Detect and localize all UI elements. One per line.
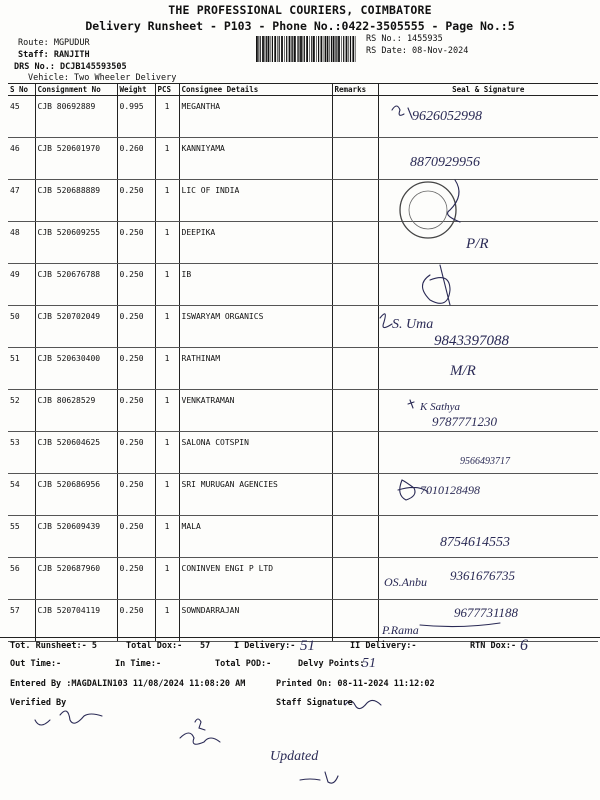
barcode bbox=[256, 36, 356, 62]
hw-mark-51: M/R bbox=[450, 363, 476, 379]
row-remarks bbox=[332, 138, 378, 180]
row-weight: 0.250 bbox=[117, 390, 155, 432]
row-signature bbox=[378, 264, 598, 306]
row-sno: 51 bbox=[8, 348, 35, 390]
table-header-row bbox=[8, 84, 598, 96]
runsheet-table bbox=[8, 83, 598, 642]
row-consignee: DEEPIKA bbox=[179, 222, 332, 264]
row-sno: 49 bbox=[8, 264, 35, 306]
hw-mark-48: P/R bbox=[466, 236, 489, 252]
hw-updated: Updated bbox=[270, 749, 319, 764]
row-consignment: CJB 520702049 bbox=[35, 306, 117, 348]
row-signature bbox=[378, 600, 598, 642]
row-consignee: SALONA COTSPIN bbox=[179, 432, 332, 474]
row-consignee: LIC OF INDIA bbox=[179, 180, 332, 222]
table-row bbox=[8, 558, 598, 600]
row-remarks bbox=[332, 390, 378, 432]
row-remarks bbox=[332, 264, 378, 306]
row-signature bbox=[378, 96, 598, 138]
rs-date: RS Date: 08-Nov-2024 bbox=[366, 46, 469, 56]
row-signature bbox=[378, 558, 598, 600]
in-time-label: In Time:- bbox=[115, 659, 162, 669]
row-signature bbox=[378, 222, 598, 264]
runsheet-title: Delivery Runsheet - P103 - Phone No.:0422-3505555 - Page No.:5 bbox=[85, 19, 515, 33]
row-pcs: 1 bbox=[155, 432, 179, 474]
col-consignee: Consignee Details bbox=[179, 84, 332, 96]
drs-label: DRS No.: DCJB145593505 bbox=[14, 62, 127, 72]
row-weight: 0.250 bbox=[117, 516, 155, 558]
row-weight: 0.250 bbox=[117, 600, 155, 642]
row-remarks bbox=[332, 516, 378, 558]
row-weight: 0.250 bbox=[117, 474, 155, 516]
row-remarks bbox=[332, 600, 378, 642]
row-signature bbox=[378, 348, 598, 390]
row-pcs: 1 bbox=[155, 306, 179, 348]
row-pcs: 1 bbox=[155, 390, 179, 432]
row-weight: 0.250 bbox=[117, 306, 155, 348]
row-pcs: 1 bbox=[155, 222, 179, 264]
row-pcs: 1 bbox=[155, 96, 179, 138]
row-consignee: ISWARYAM ORGANICS bbox=[179, 306, 332, 348]
hw-phone-45: 9626052998 bbox=[412, 109, 482, 124]
col-remarks: Remarks bbox=[332, 84, 378, 96]
total-dox-value: 57 bbox=[200, 641, 211, 651]
row-consignment: CJB 520609255 bbox=[35, 222, 117, 264]
hw-phone-54: 7010128498 bbox=[420, 483, 480, 497]
row-consignment: CJB 520630400 bbox=[35, 348, 117, 390]
row-pcs: 1 bbox=[155, 558, 179, 600]
row-weight: 0.995 bbox=[117, 96, 155, 138]
row-consignee: MALA bbox=[179, 516, 332, 558]
hw-mark-50a: S. Uma bbox=[392, 317, 434, 332]
total-dox-label: Total Dox:- bbox=[126, 641, 183, 651]
row-pcs: 1 bbox=[155, 600, 179, 642]
row-consignee: SRI MURUGAN AGENCIES bbox=[179, 474, 332, 516]
hw-phone-57: 9677731188 bbox=[454, 605, 519, 620]
row-consignment: CJB 520686956 bbox=[35, 474, 117, 516]
row-signature bbox=[378, 474, 598, 516]
row-sno: 57 bbox=[8, 600, 35, 642]
delvy-points-label: Delvy Points: bbox=[298, 659, 365, 669]
out-time-label: Out Time:- bbox=[10, 659, 62, 669]
hw-idelivery: 51 bbox=[300, 638, 315, 654]
row-remarks bbox=[332, 558, 378, 600]
company-title: THE PROFESSIONAL COURIERS, COIMBATORE bbox=[168, 3, 432, 17]
row-consignee: KANNIYAMA bbox=[179, 138, 332, 180]
hw-phone-55: 8754614553 bbox=[440, 535, 510, 550]
row-consignment: CJB 520601970 bbox=[35, 138, 117, 180]
row-consignment: CJB 520687960 bbox=[35, 558, 117, 600]
row-consignee: SOWNDARRAJAN bbox=[179, 600, 332, 642]
row-sno: 53 bbox=[8, 432, 35, 474]
row-consignee: RATHINAM bbox=[179, 348, 332, 390]
row-weight: 0.250 bbox=[117, 432, 155, 474]
hw-rtn: 6 bbox=[520, 637, 528, 654]
row-weight: 0.250 bbox=[117, 558, 155, 600]
entered-by: Entered By :MAGDALIN103 11/08/2024 11:08:20 AM bbox=[10, 679, 246, 689]
row-sno: 55 bbox=[8, 516, 35, 558]
table-row bbox=[8, 138, 598, 180]
table-row bbox=[8, 600, 598, 642]
table-row bbox=[8, 516, 598, 558]
row-consignee: IB bbox=[179, 264, 332, 306]
row-pcs: 1 bbox=[155, 516, 179, 558]
row-pcs: 1 bbox=[155, 180, 179, 222]
row-sno: 47 bbox=[8, 180, 35, 222]
row-weight: 0.250 bbox=[117, 264, 155, 306]
table-row bbox=[8, 264, 598, 306]
row-consignment: CJB 520604625 bbox=[35, 432, 117, 474]
row-consignee: VENKATRAMAN bbox=[179, 390, 332, 432]
row-consignment: CJB 520676788 bbox=[35, 264, 117, 306]
row-sno: 52 bbox=[8, 390, 35, 432]
row-consignment: CJB 520688889 bbox=[35, 180, 117, 222]
row-signature bbox=[378, 516, 598, 558]
table-row bbox=[8, 432, 598, 474]
hw-phone-46: 8870929956 bbox=[410, 155, 480, 170]
hw-delvy: 51 bbox=[362, 656, 376, 671]
row-sno: 48 bbox=[8, 222, 35, 264]
footer-divider bbox=[0, 637, 600, 638]
row-weight: 0.250 bbox=[117, 180, 155, 222]
row-sno: 56 bbox=[8, 558, 35, 600]
col-signature: Seal & Signature bbox=[378, 84, 598, 96]
vehicle-label: Vehicle: Two Wheeler Delivery bbox=[28, 73, 177, 83]
hw-phone-52: 9787771230 bbox=[432, 414, 497, 429]
printed-on: Printed On: 08-11-2024 11:12:02 bbox=[276, 679, 435, 689]
route-label: Route: MGPUDUR bbox=[18, 38, 90, 48]
table-row bbox=[8, 474, 598, 516]
i-delivery-label: I Delivery:- bbox=[234, 641, 296, 651]
table-row bbox=[8, 348, 598, 390]
total-pod-label: Total POD:- bbox=[215, 659, 272, 669]
row-remarks bbox=[332, 222, 378, 264]
table-row bbox=[8, 306, 598, 348]
tot-runsheet: Tot. Runsheet:- 5 bbox=[10, 641, 97, 651]
row-consignment: CJB 80628529 bbox=[35, 390, 117, 432]
row-signature bbox=[378, 390, 598, 432]
col-pcs: PCS bbox=[155, 84, 179, 96]
row-consignment: CJB 520704119 bbox=[35, 600, 117, 642]
row-signature bbox=[378, 138, 598, 180]
staff-signature-label: Staff Signature bbox=[276, 698, 353, 708]
row-consignment: CJB 80692889 bbox=[35, 96, 117, 138]
row-remarks bbox=[332, 96, 378, 138]
col-weight: Weight bbox=[117, 84, 155, 96]
col-sno: S No bbox=[8, 84, 35, 96]
ii-delivery-label: II Delivery:- bbox=[350, 641, 417, 651]
row-sno: 54 bbox=[8, 474, 35, 516]
row-remarks bbox=[332, 474, 378, 516]
row-signature bbox=[378, 180, 598, 222]
table-row bbox=[8, 180, 598, 222]
row-sno: 45 bbox=[8, 96, 35, 138]
row-weight: 0.260 bbox=[117, 138, 155, 180]
row-pcs: 1 bbox=[155, 138, 179, 180]
hw-mark-57: P.Rama bbox=[382, 623, 419, 637]
hw-mark-56: OS.Anbu bbox=[384, 575, 427, 589]
row-sno: 50 bbox=[8, 306, 35, 348]
table-row bbox=[8, 96, 598, 138]
hw-phone-56: 9361676735 bbox=[450, 568, 515, 583]
hw-mark-52: K Sathya bbox=[420, 401, 461, 413]
row-remarks bbox=[332, 348, 378, 390]
row-consignee: MEGANTHA bbox=[179, 96, 332, 138]
row-pcs: 1 bbox=[155, 264, 179, 306]
row-pcs: 1 bbox=[155, 474, 179, 516]
row-remarks bbox=[332, 432, 378, 474]
col-consignment: Consignment No bbox=[35, 84, 117, 96]
row-sno: 46 bbox=[8, 138, 35, 180]
hw-phone-53: 9566493717 bbox=[460, 456, 510, 467]
row-remarks bbox=[332, 180, 378, 222]
row-weight: 0.250 bbox=[117, 222, 155, 264]
rs-number: RS No.: 1455935 bbox=[366, 34, 443, 44]
verified-by-label: Verified By bbox=[10, 698, 67, 708]
row-remarks bbox=[332, 306, 378, 348]
row-consignment: CJB 520609439 bbox=[35, 516, 117, 558]
table-row bbox=[8, 222, 598, 264]
row-consignee: CONINVEN ENGI P LTD bbox=[179, 558, 332, 600]
rtn-dox-label: RTN Dox:- bbox=[470, 641, 517, 651]
row-signature bbox=[378, 306, 598, 348]
row-weight: 0.250 bbox=[117, 348, 155, 390]
hw-phone-50: 9843397088 bbox=[434, 333, 509, 349]
row-signature bbox=[378, 432, 598, 474]
table-row bbox=[8, 390, 598, 432]
staff-label: Staff: RANJITH bbox=[18, 50, 90, 60]
row-pcs: 1 bbox=[155, 348, 179, 390]
